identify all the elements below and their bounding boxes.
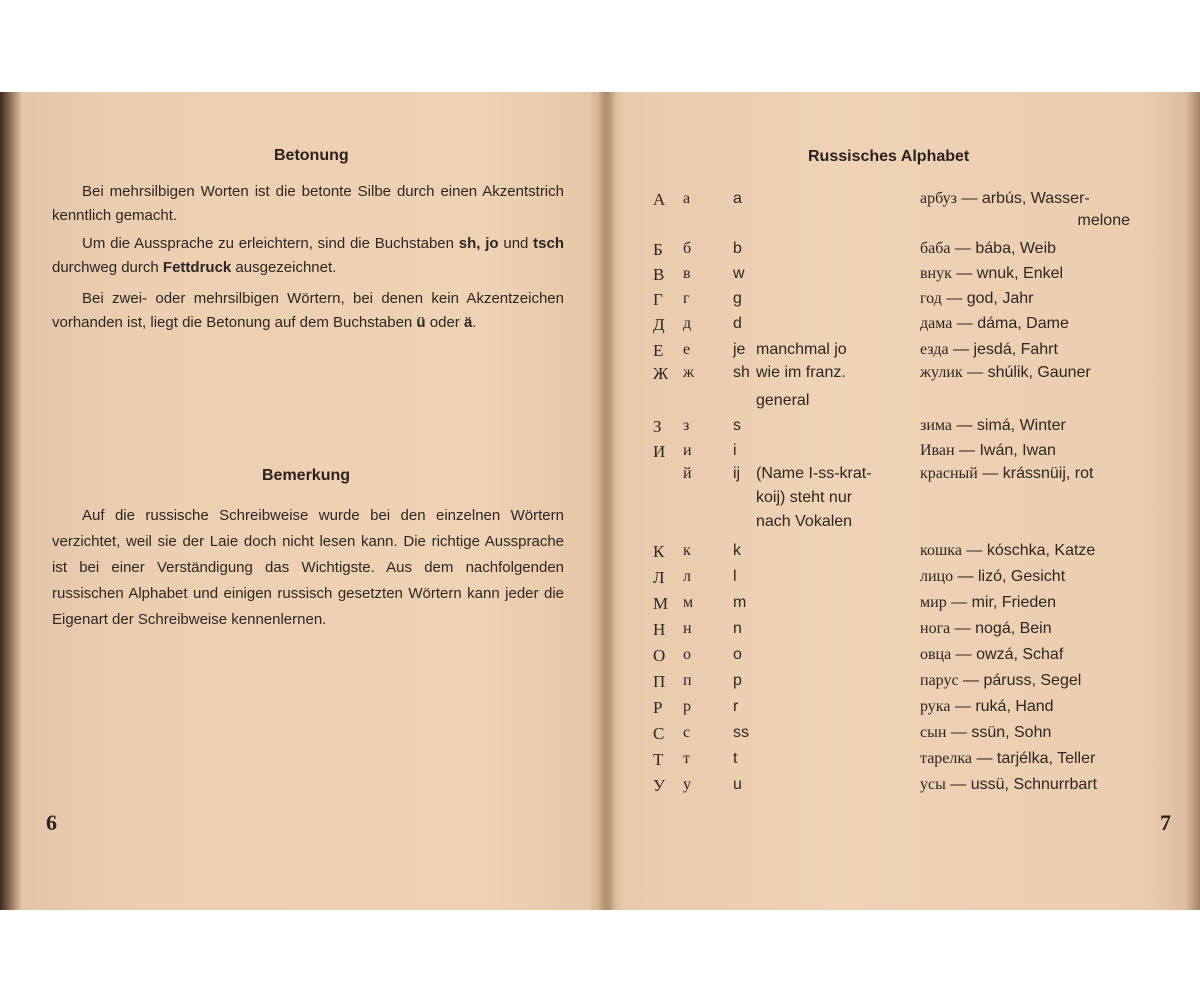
pronunciation: w bbox=[733, 265, 745, 282]
example-word bbox=[1078, 212, 1130, 230]
heading-russisches-alphabet: Russisches Alphabet bbox=[808, 148, 970, 165]
uppercase-letter: Н bbox=[653, 620, 666, 639]
bold-span: sh, jo bbox=[458, 235, 499, 252]
alphabet-row bbox=[610, 776, 1200, 802]
example-word bbox=[920, 698, 1054, 716]
example-russian: жулик bbox=[920, 364, 963, 381]
pronunciation-note: (Name I-ss-krat- bbox=[756, 465, 872, 482]
pronunciation: ss bbox=[733, 724, 749, 741]
example-dash: — bbox=[948, 341, 974, 358]
lowercase-letter: л bbox=[683, 568, 691, 585]
example-russian: Иван bbox=[920, 442, 955, 459]
page-number-left: 6 bbox=[46, 810, 57, 835]
lowercase-letter: н bbox=[683, 620, 692, 637]
uppercase-letter: К bbox=[653, 542, 665, 561]
alphabet-row bbox=[610, 290, 1200, 316]
lowercase-letter: б bbox=[683, 240, 692, 257]
example-russian: зима bbox=[920, 417, 952, 434]
example-russian: езда bbox=[920, 341, 949, 358]
text-span: Um die Aussprache zu erleichtern, sind die Buchstaben bbox=[82, 235, 459, 252]
example-word bbox=[920, 315, 1069, 333]
example-russian: усы bbox=[920, 776, 946, 793]
alphabet-row bbox=[610, 698, 1200, 724]
lowercase-letter: з bbox=[683, 417, 690, 434]
alphabet-row bbox=[610, 212, 1200, 238]
uppercase-letter: И bbox=[653, 442, 666, 461]
example-transliteration: tarjélka, Teller bbox=[996, 750, 1096, 767]
example-dash: — bbox=[945, 776, 971, 793]
example-transliteration: mir, Frieden bbox=[971, 594, 1057, 611]
alphabet-row bbox=[610, 724, 1200, 750]
alphabet-row bbox=[610, 513, 1200, 539]
example-word bbox=[920, 594, 1056, 612]
paragraph-bemerkung: Auf die russische Schreibweise wurde bei den einzelnen Wörtern verzichtet, weil sie der Laie doch nicht lesen kann. Die richtige Aussprache ist bei einer Verständigung das Wichtigste. Aus dem nachfolgenden russischen Alphabet und einigen russisch gesetzten Wörtern kann jeder die Eigenart der Schreibweise kennenlernen. bbox=[52, 507, 564, 628]
example-transliteration: ussü, Schnurrbart bbox=[970, 776, 1098, 793]
text-span: ausgezeichnet. bbox=[231, 259, 337, 276]
lowercase-letter: о bbox=[683, 646, 691, 663]
lowercase-letter: с bbox=[683, 724, 691, 741]
example-transliteration: Iwán, Iwan bbox=[979, 442, 1056, 459]
lowercase-letter: ж bbox=[683, 364, 695, 381]
pronunciation-note: koij) steht nur bbox=[756, 489, 853, 506]
pronunciation: b bbox=[733, 240, 742, 257]
alphabet-row bbox=[610, 568, 1200, 594]
example-dash: — bbox=[946, 724, 972, 741]
example-transliteration: nogá, Bein bbox=[975, 620, 1052, 637]
example-russian: тарелка bbox=[920, 750, 973, 767]
example-russian: баба bbox=[920, 240, 951, 257]
example-dash: — bbox=[972, 750, 997, 767]
pronunciation: i bbox=[733, 442, 737, 459]
example-word bbox=[920, 620, 1052, 638]
example-dash: — bbox=[956, 190, 982, 207]
alphabet-row bbox=[610, 646, 1200, 672]
example-transliteration: simá, Winter bbox=[976, 417, 1066, 434]
lowercase-letter: в bbox=[683, 265, 691, 282]
example-dash: — bbox=[952, 417, 977, 434]
uppercase-letter: Р bbox=[653, 698, 663, 717]
example-word bbox=[920, 341, 1058, 359]
example-word bbox=[920, 265, 1063, 283]
pronunciation: m bbox=[733, 594, 747, 611]
pronunciation: s bbox=[733, 417, 741, 434]
uppercase-letter: З bbox=[653, 417, 662, 436]
left-page bbox=[0, 92, 605, 910]
example-word bbox=[920, 190, 1090, 208]
example-transliteration: kóschka, Katze bbox=[986, 542, 1096, 559]
pronunciation: g bbox=[733, 290, 742, 307]
example-transliteration: krássnüij, rot bbox=[1002, 465, 1094, 482]
alphabet-row bbox=[610, 364, 1200, 390]
example-transliteration: owzá, Schaf bbox=[976, 646, 1064, 663]
example-dash: — bbox=[953, 568, 978, 585]
example-dash: — bbox=[951, 646, 977, 663]
example-transliteration: ssün, Sohn bbox=[971, 724, 1052, 741]
lowercase-letter: г bbox=[683, 290, 690, 307]
pronunciation: p bbox=[733, 672, 742, 689]
pronunciation: o bbox=[733, 646, 742, 663]
example-word bbox=[920, 290, 1033, 308]
example-russian: кошка bbox=[920, 542, 962, 559]
example-transliteration: jesdá, Fahrt bbox=[973, 341, 1058, 358]
pronunciation-note: general bbox=[756, 392, 810, 409]
example-dash: — bbox=[941, 290, 967, 307]
pronunciation-note: manchmal jo bbox=[756, 341, 847, 358]
lowercase-letter: к bbox=[683, 542, 691, 559]
uppercase-letter: Т bbox=[653, 750, 664, 769]
alphabet-row bbox=[610, 620, 1200, 646]
example-russian: арбуз bbox=[920, 190, 957, 207]
example-word bbox=[920, 465, 1093, 483]
uppercase-letter: М bbox=[653, 594, 669, 613]
pronunciation: d bbox=[733, 315, 742, 332]
bold-span: ü bbox=[416, 314, 426, 331]
alphabet-row bbox=[610, 265, 1200, 291]
lowercase-letter: а bbox=[683, 190, 691, 207]
uppercase-letter: С bbox=[653, 724, 665, 743]
example-russian: нога bbox=[920, 620, 951, 637]
example-russian: дама bbox=[920, 315, 953, 332]
page-number-right: 7 bbox=[1160, 810, 1171, 835]
example-transliteration: bába, Weib bbox=[975, 240, 1057, 257]
pronunciation: t bbox=[733, 750, 738, 767]
example-word bbox=[920, 417, 1066, 435]
pronunciation-note: nach Vokalen bbox=[756, 513, 853, 530]
heading-bemerkung: Bemerkung bbox=[262, 467, 351, 484]
paragraph-betonung-1: Bei mehrsilbigen Worten ist die betonte Silbe durch einen Akzentstrich kenntlich gemacht. bbox=[52, 183, 564, 224]
uppercase-letter: Ж bbox=[653, 364, 669, 383]
uppercase-letter: Е bbox=[653, 341, 664, 360]
uppercase-letter: Г bbox=[653, 290, 663, 309]
example-dash: — bbox=[950, 620, 976, 637]
example-dash: — bbox=[961, 542, 987, 559]
example-word bbox=[920, 364, 1091, 382]
example-dash: — bbox=[951, 265, 977, 282]
example-russian: год bbox=[920, 290, 942, 307]
example-russian: мир bbox=[920, 594, 947, 611]
text-span: oder bbox=[425, 314, 464, 331]
uppercase-letter: Л bbox=[653, 568, 665, 587]
alphabet-row bbox=[610, 750, 1200, 776]
lowercase-letter: д bbox=[683, 315, 692, 332]
example-transliteration: shúlik, Gauner bbox=[987, 364, 1091, 381]
alphabet-row bbox=[610, 240, 1200, 266]
right-page bbox=[610, 92, 1200, 910]
example-russian: лицо bbox=[920, 568, 954, 585]
example-transliteration: ruká, Hand bbox=[975, 698, 1054, 715]
uppercase-letter: О bbox=[653, 646, 666, 665]
pronunciation: n bbox=[733, 620, 742, 637]
example-word bbox=[920, 776, 1097, 794]
example-dash: — bbox=[946, 594, 972, 611]
lowercase-letter: у bbox=[683, 776, 691, 793]
example-transliteration: arbús, Wasser- bbox=[981, 190, 1090, 207]
pronunciation: sh bbox=[733, 364, 750, 381]
pronunciation: l bbox=[733, 568, 737, 585]
uppercase-letter: А bbox=[653, 190, 666, 209]
example-russian: сын bbox=[920, 724, 947, 741]
pronunciation: ij bbox=[733, 465, 741, 482]
text-span: und bbox=[498, 235, 534, 252]
pronunciation: a bbox=[733, 190, 742, 207]
example-dash: — bbox=[958, 672, 984, 689]
example-transliteration: lizó, Gesicht bbox=[978, 568, 1066, 585]
pronunciation: r bbox=[733, 698, 739, 715]
paragraph-betonung-2 bbox=[52, 232, 564, 280]
example-transliteration: wnuk, Enkel bbox=[976, 265, 1064, 282]
example-dash: — bbox=[962, 364, 988, 381]
pronunciation: je bbox=[733, 341, 746, 358]
example-transliteration: dáma, Dame bbox=[977, 315, 1069, 332]
alphabet-row bbox=[610, 542, 1200, 568]
uppercase-letter: П bbox=[653, 672, 666, 691]
alphabet-row bbox=[610, 315, 1200, 341]
pronunciation-note: wie im franz. bbox=[756, 364, 846, 381]
bold-span: Fettdruck bbox=[162, 259, 232, 276]
example-word bbox=[920, 646, 1063, 664]
alphabet-row bbox=[610, 417, 1200, 443]
alphabet-row bbox=[610, 672, 1200, 698]
pronunciation: u bbox=[733, 776, 742, 793]
text-span: Bei zwei- oder mehrsilbigen Wörtern, bei denen kein Akzentzeichen vorhanden ist, liegt die Betonung auf dem Buchstaben bbox=[52, 290, 564, 331]
lowercase-letter: й bbox=[683, 465, 692, 482]
example-word bbox=[920, 240, 1056, 258]
bold-span: ä bbox=[463, 314, 473, 331]
example-word bbox=[920, 672, 1081, 690]
example-dash: — bbox=[950, 698, 976, 715]
lowercase-letter: м bbox=[683, 594, 694, 611]
alphabet-row bbox=[610, 465, 1200, 491]
example-word bbox=[920, 750, 1095, 768]
uppercase-letter: У bbox=[653, 776, 666, 795]
open-book bbox=[0, 92, 1200, 910]
lowercase-letter: и bbox=[683, 442, 692, 459]
paragraph-betonung-3 bbox=[52, 287, 564, 335]
text-span: durchweg durch bbox=[52, 259, 163, 276]
alphabet-row bbox=[610, 392, 1200, 418]
example-dash: — bbox=[950, 240, 976, 257]
uppercase-letter: В bbox=[653, 265, 665, 284]
example-dash: — bbox=[954, 442, 980, 459]
lowercase-letter: р bbox=[683, 698, 691, 715]
alphabet-row bbox=[610, 594, 1200, 620]
alphabet-row bbox=[610, 489, 1200, 515]
example-word bbox=[920, 542, 1095, 560]
example-word bbox=[920, 724, 1051, 742]
example-russian: рука bbox=[920, 698, 951, 715]
example-transliteration: melone bbox=[1077, 212, 1130, 229]
lowercase-letter: п bbox=[683, 672, 692, 689]
uppercase-letter: Б bbox=[653, 240, 663, 259]
example-russian: парус bbox=[920, 672, 959, 689]
example-word bbox=[920, 442, 1056, 460]
example-transliteration: god, Jahr bbox=[966, 290, 1034, 307]
example-word bbox=[920, 568, 1065, 586]
uppercase-letter: Д bbox=[653, 315, 665, 334]
example-dash: — bbox=[952, 315, 978, 332]
example-transliteration: páruss, Segel bbox=[983, 672, 1082, 689]
text-span: . bbox=[472, 314, 477, 331]
example-russian: внук bbox=[920, 265, 952, 282]
heading-betonung: Betonung bbox=[274, 147, 349, 164]
pronunciation: k bbox=[733, 542, 741, 559]
example-dash: — bbox=[977, 465, 1003, 482]
example-russian: красный bbox=[920, 465, 978, 482]
lowercase-letter: е bbox=[683, 341, 691, 358]
lowercase-letter: т bbox=[683, 750, 690, 767]
bold-span: tsch bbox=[533, 235, 565, 252]
example-russian: овца bbox=[920, 646, 952, 663]
